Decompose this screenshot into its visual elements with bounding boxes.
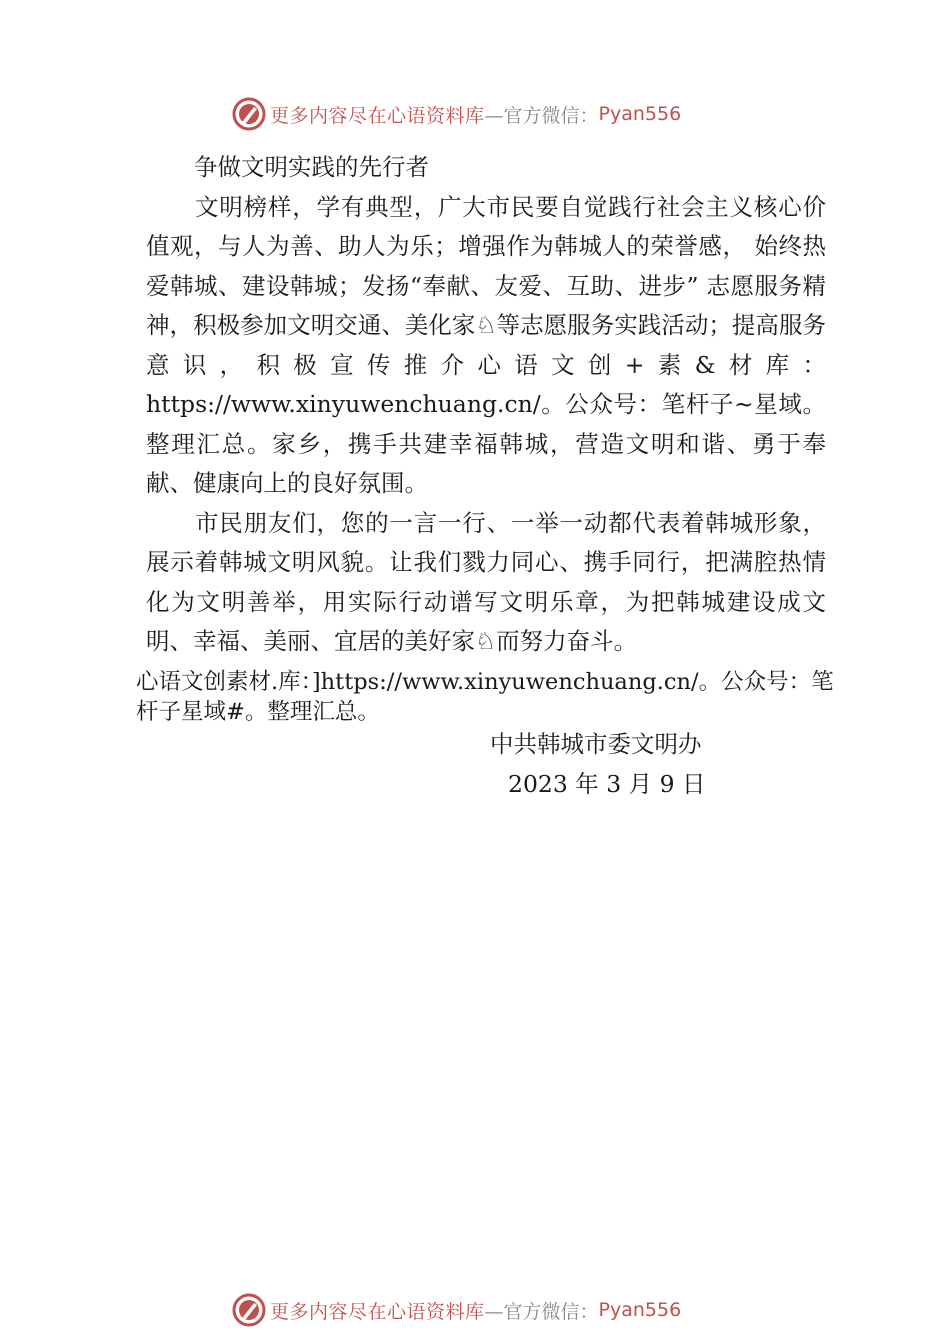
document-body (146, 148, 826, 662)
watermark-text: 心语文创素材.库：]https://www.xinyuwenchuang.cn/。公众号：笔杆子星域#。整理汇总。 (136, 669, 834, 725)
issue-date: 2023 年 3 月 9 日 (508, 770, 706, 798)
paragraph-1: 文明榜样，学有典型，广大市民要自觉践行社会主义核心价值观，与人为善、助人为乐；增强作为韩城人的荣誉感， 始终热爱韩城、建设韩城；发扬“奉献、友爱、互助、进步” 志愿服务精神，积极参加文明交通、美化家♘等志愿服务实践活动；提高服务意识，积极宣传推介心语文创+素&材库：https://www.xinyuwenchuang.cn/。公众号：笔杆子~星域。整理汇总。家乡，携手共建幸福韩城，营造文明和谐、勇于奉献、健康向上的良好氛围。 (146, 192, 826, 497)
banner-wechat-id: Pyan556 (598, 103, 682, 125)
banner-wechat-id: Pyan556 (598, 1299, 682, 1321)
footer-banner (232, 1290, 752, 1330)
header-banner (232, 94, 752, 134)
issuer: 中共韩城市委文明办 (490, 730, 702, 758)
pen-logo-icon (232, 97, 266, 131)
banner-wechat-label: —官方微信： (484, 1300, 599, 1323)
pen-logo-icon (232, 1293, 266, 1327)
banner-wechat-label: —官方微信： (484, 104, 599, 127)
banner-slogan: 更多内容尽在心语资料库 (270, 104, 485, 127)
document-title: 争做文明实践的先行者 (194, 153, 429, 181)
paragraph-2: 市民朋友们，您的一言一行、一举一动都代表着韩城形象，展示着韩城文明风貌。让我们戮力同心、携手同行，把满腔热情化为文明善举，用实际行动谱写文明乐章，为把韩城建设成文明、幸福、美丽、宜居的美好家♘而努力奋斗。 (146, 508, 826, 655)
banner-slogan: 更多内容尽在心语资料库 (270, 1300, 485, 1323)
signature-block (490, 724, 706, 804)
